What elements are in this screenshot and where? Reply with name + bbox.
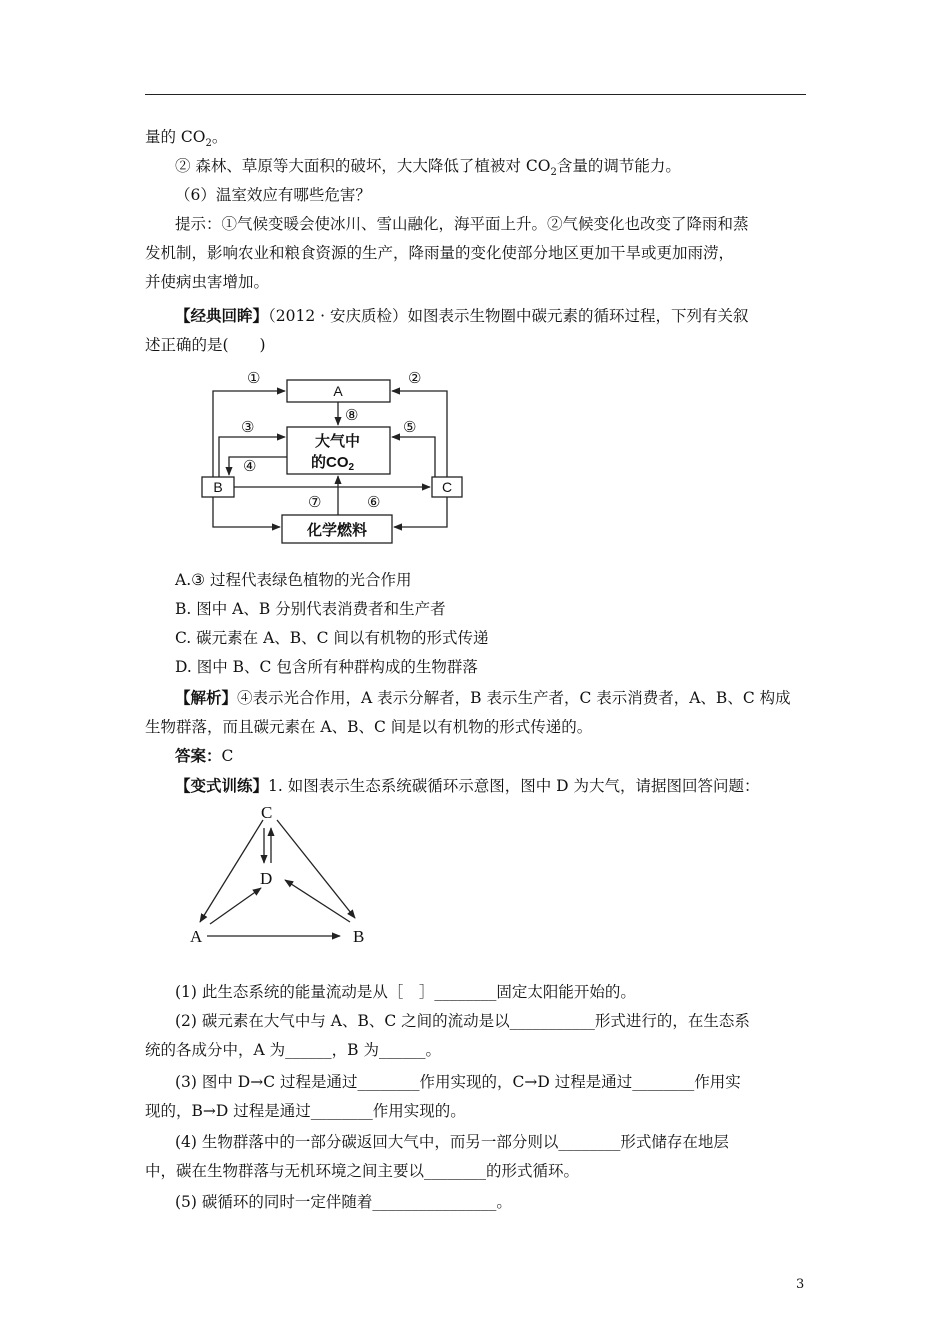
hint-line: 发机制，影响农业和粮食资源的生产，降雨量的变化使部分地区更加干旱或更加雨涝， [145,244,735,262]
option-b: B. 图中 A、B 分别代表消费者和生产者 [175,600,446,618]
marker-7: ⑦ [308,494,322,511]
arrow-c-to-a [200,820,263,922]
page-number: 3 [796,1277,805,1292]
question-stem: 述正确的是( ) [145,336,266,354]
hint-line: 提示：①气候变暖会使冰川、雪山融化，海平面上升。②气候变化也改变了降雨和蒸 [175,215,749,233]
node-b-label: B [353,927,365,946]
arrow-b-to-fuel [213,497,280,527]
question-1: (1) 此生态系统的能量流动是从［ ］________固定太阳能开始的。 [175,983,636,1001]
hint-line: 并使病虫害增加。 [145,273,270,291]
text-line: ② 森林、草原等大面积的破坏，大大降低了植被对 $CO_2$含量的调节能力。 [175,157,681,179]
arrow-4 [229,457,287,475]
option-a: A.③ 过程代表绿色植物的光合作用 [175,571,412,589]
analysis-line: 生物群落，而且碳元素在 A、B、C 间是以有机物的形式传递的。 [145,718,593,736]
marker-3: ③ [241,419,255,436]
question-2: (2) 碳元素在大气中与 A、B、C 之间的流动是以___________形式进行的，在生态系 [175,1012,750,1030]
question-5: (5) 碳循环的同时一定伴随着________________。 [175,1193,512,1211]
node-c-label: C [441,479,453,495]
question-4: (4) 生物群落中的一部分碳返回大气中，而另一部分则以________形式储存在地层 [175,1133,729,1151]
node-a-label: A [333,383,343,399]
fuel-label: 化学燃料 [306,522,368,539]
text-line: 量的 $CO_2$。 [145,128,228,150]
co2-label-2: 的$CO_2$ [311,454,355,473]
marker-8: ⑧ [345,407,359,424]
classic-review-line: 【经典回眸】（2012 · 安庆质检）如图表示生物圈中碳元素的循环过程，下列有关叙 [175,306,749,325]
marker-6: ⑥ [367,494,381,511]
arrow-b-to-d [285,880,350,922]
carbon-cycle-diagram [195,365,465,550]
arrow-c-to-b [277,820,355,918]
co2-label-1: 大气中 [315,433,361,450]
question-4-cont: 中，碳在生物群落与无机环境之间主要以________的形式循环。 [145,1162,580,1180]
question-3-cont: 现的，B→D 过程是通过________作用实现的。 [145,1102,466,1120]
option-c: C. 碳元素在 A、B、C 间以有机物的形式传递 [175,629,489,647]
marker-1: ① [247,370,261,387]
node-c-label: C [261,803,273,822]
option-d: D. 图中 B、C 包含所有种群构成的生物群落 [175,658,478,676]
variant-training-line: 【变式训练】1. 如图表示生态系统碳循环示意图，图中 D 为大气，请据图回答问题： [175,776,760,795]
answer-line: 答案：C [175,746,234,765]
analysis-line: 【解析】④表示光合作用，A 表示分解者，B 表示生产者，C 表示消费者，A、B、C 构成 [175,688,791,707]
question-6: （6）温室效应有哪些危害？ [175,186,371,204]
marker-2: ② [408,370,422,387]
node-d-label: D [260,869,273,888]
ecosystem-carbon-diagram [185,800,380,950]
header-rule [145,94,806,95]
node-b-label: B [213,479,223,495]
arrow-c-to-fuel [394,497,447,527]
marker-5: ⑤ [403,419,417,436]
arrow-2 [392,391,447,477]
node-a-label: A [190,927,203,946]
arrow-5 [392,437,435,477]
question-3: (3) 图中 D→C 过程是通过________作用实现的，C→D 过程是通过________作用实 [175,1073,741,1091]
marker-4: ④ [243,458,257,475]
question-2-cont: 统的各成分中，A 为______，B 为______。 [145,1041,441,1059]
